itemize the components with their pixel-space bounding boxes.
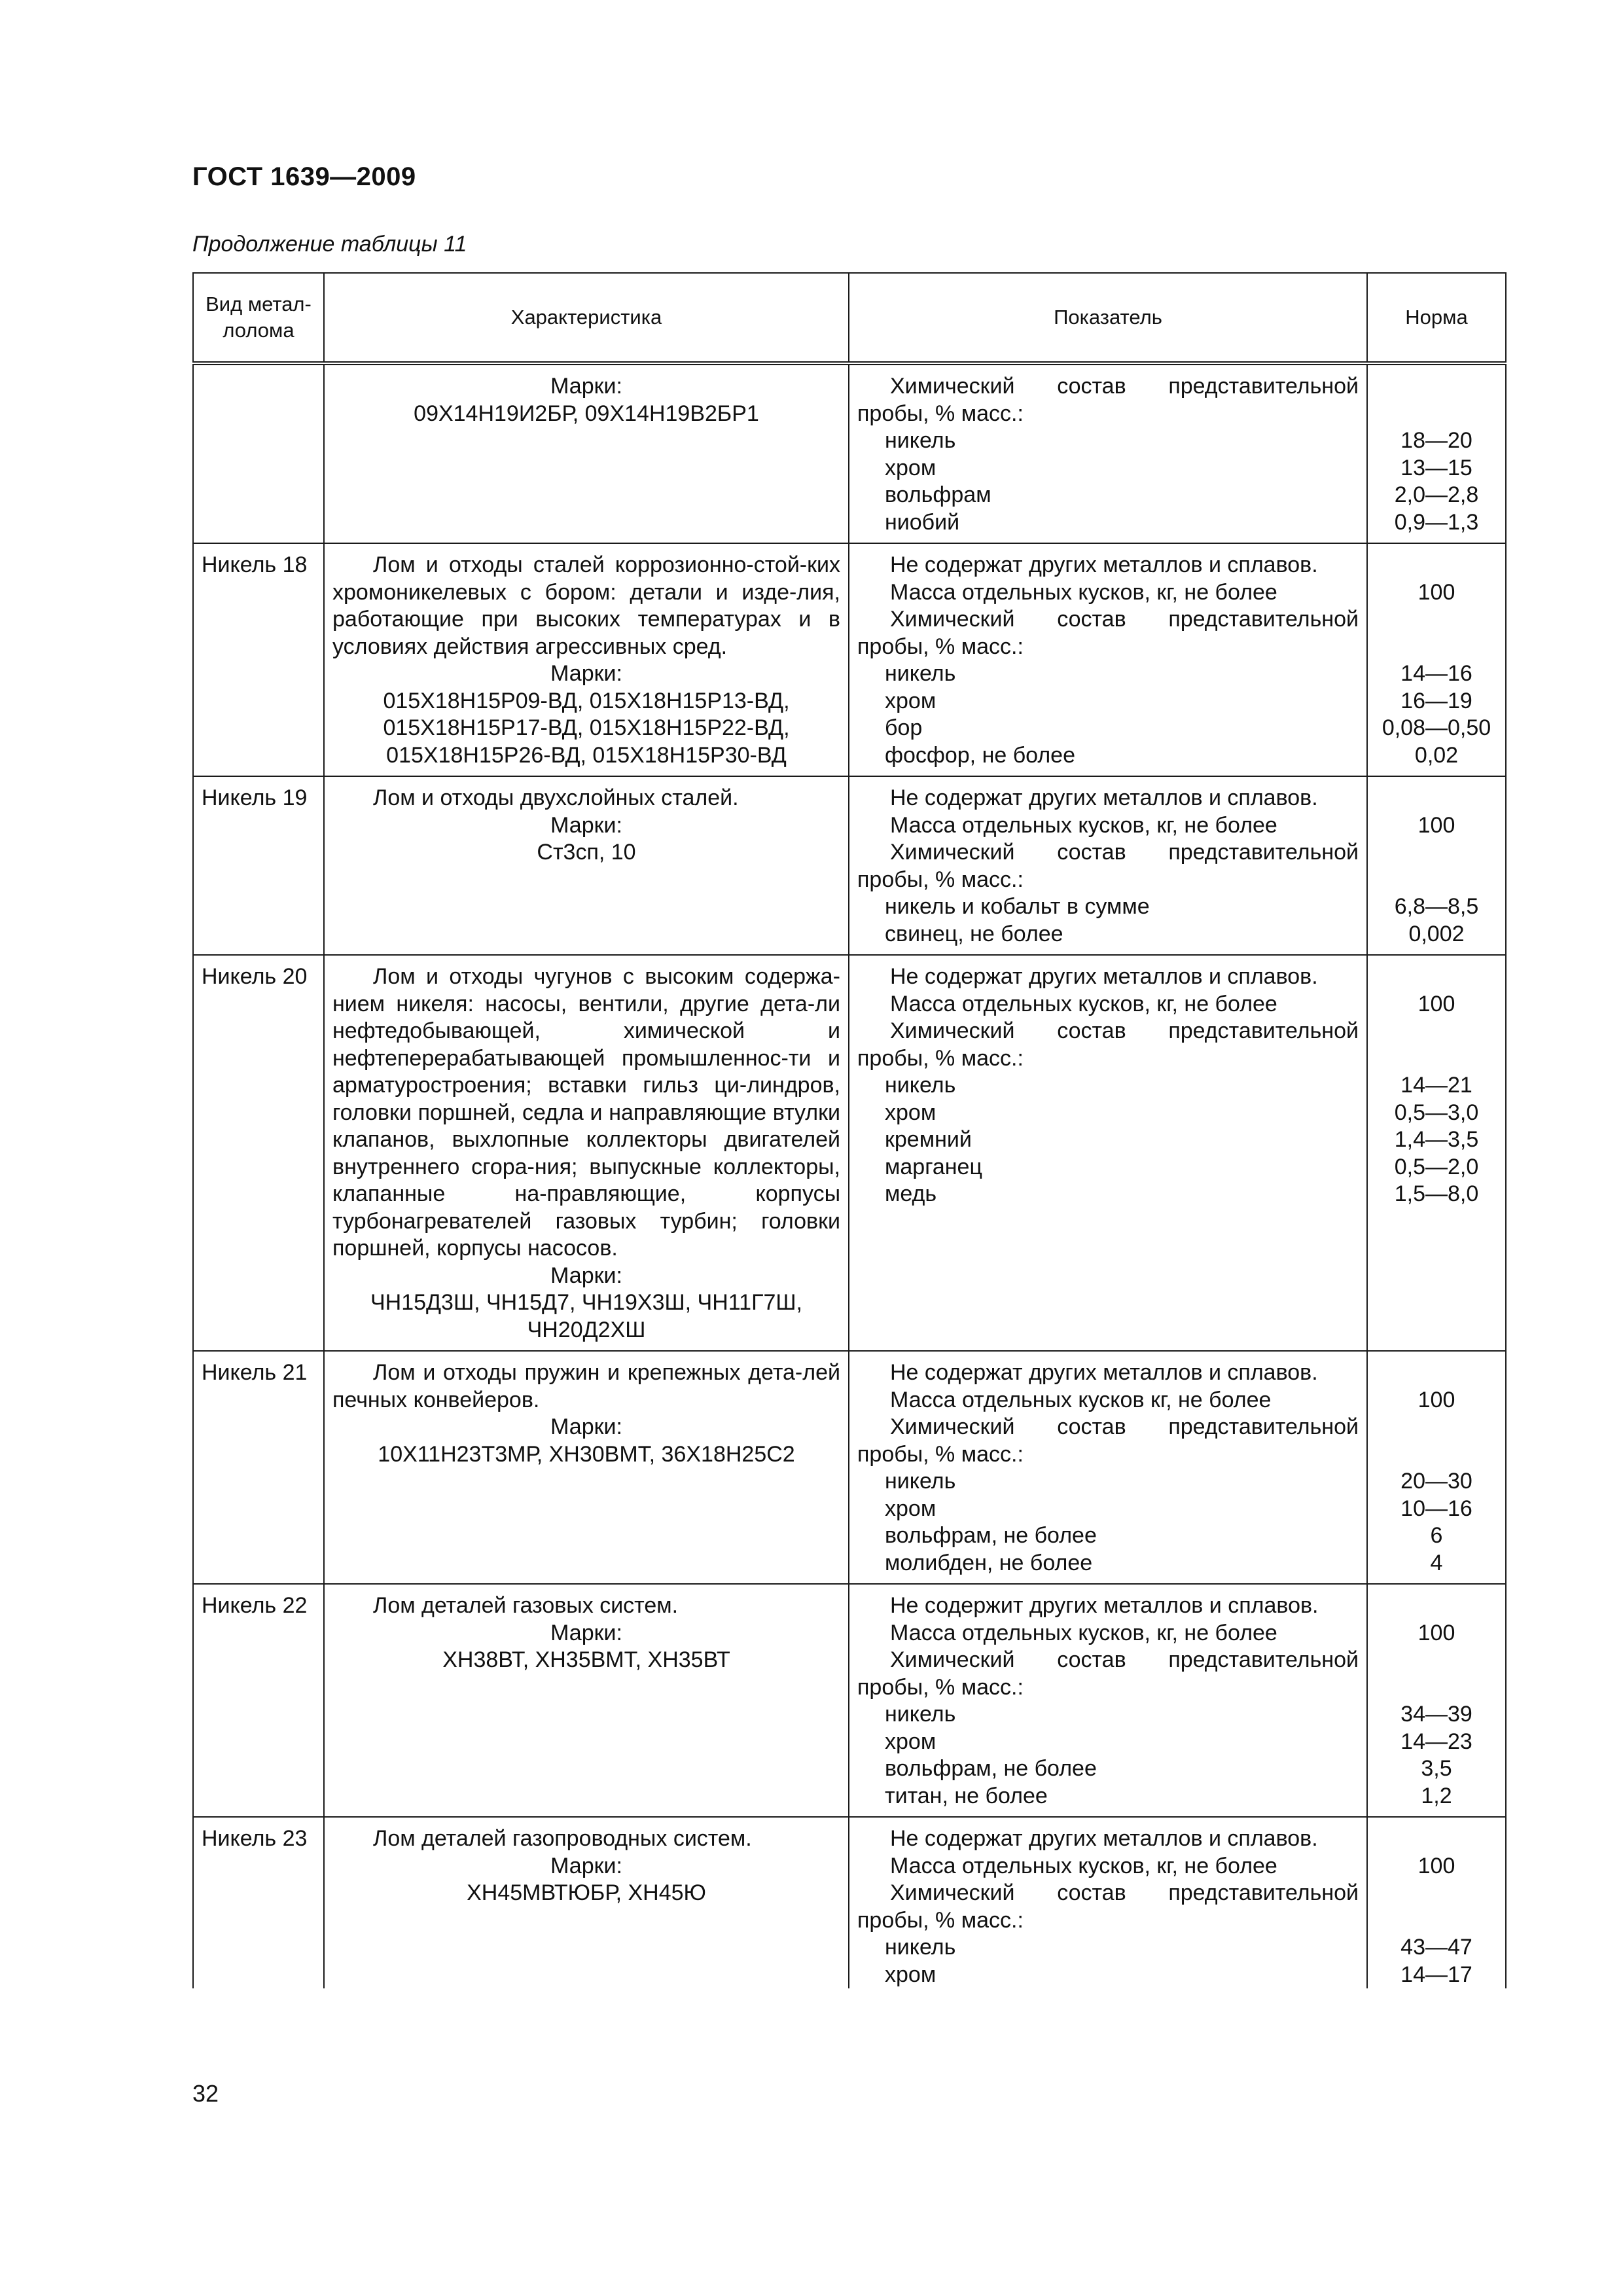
steel-grades: 10Х11Н23Т3МР, ХН30ВМТ, 36Х18Н25С2	[378, 1441, 795, 1467]
norm-value: 14—17	[1400, 1962, 1472, 1987]
cell-scrap-type: Никель 23	[193, 1817, 324, 1988]
indicator-line: никель	[885, 428, 956, 453]
indicator-line: Химический состав представительной	[890, 374, 1359, 399]
norm-value: 0,08—0,50	[1382, 715, 1491, 740]
norm-values	[1368, 1352, 1505, 1577]
indicator-line: пробы, % масс.:	[857, 401, 1024, 426]
cell-characteristic	[324, 1351, 849, 1584]
marks-label: Марки:	[550, 661, 622, 686]
cell-indicator	[849, 543, 1367, 776]
norm-value	[1368, 1674, 1505, 1702]
norm-value: 20—30	[1400, 1469, 1472, 1494]
norm-value	[1368, 606, 1505, 634]
norm-value: 10—16	[1400, 1496, 1472, 1521]
norm-value	[1368, 839, 1505, 867]
norm-value	[1368, 1880, 1505, 1907]
steel-grades: ХН38ВТ, ХН35ВМТ, ХН35ВТ	[442, 1647, 730, 1672]
cell-scrap-type: Никель 19	[193, 776, 324, 955]
marks-label: Марки:	[550, 1853, 622, 1878]
norm-value: 43—47	[1400, 1935, 1472, 1960]
norm-value: 6	[1430, 1523, 1443, 1548]
indicator-line: Химический состав представительной	[890, 1647, 1359, 1672]
marks-label: Марки:	[550, 1263, 622, 1288]
cell-norm	[1367, 1817, 1506, 1988]
norm-value	[1368, 1045, 1505, 1073]
document-title: ГОСТ 1639—2009	[192, 162, 416, 191]
indicator-line: пробы, % масс.:	[857, 1674, 1024, 1700]
table-row	[193, 1584, 1506, 1817]
indicator-line: пробы, % масс.:	[857, 867, 1024, 892]
marks-label: Марки:	[550, 1414, 622, 1439]
indicator-line: вольфрам, не более	[885, 1523, 1097, 1548]
norm-value	[1368, 1359, 1505, 1387]
indicator-line: бор	[885, 715, 923, 740]
norm-value	[1368, 1441, 1505, 1469]
steel-grades: 015Х18Н15Р17-ВД, 015Х18Н15Р22-ВД,	[383, 715, 790, 740]
table-row	[193, 955, 1506, 1351]
indicator-line: хром	[885, 455, 936, 480]
indicator-line: никель	[885, 1702, 956, 1727]
cell-norm	[1367, 1584, 1506, 1817]
characteristic-text: Лом и отходы сталей коррозионно-стой-ких хромоникелевых с бором: детали и изде-лия, работающие при высоких температурах и в условиях действия агрессивных сред.	[332, 552, 840, 659]
norm-value: 6,8—8,5	[1394, 894, 1479, 919]
norm-value: 100	[1418, 1853, 1455, 1878]
norm-value: 100	[1418, 579, 1455, 605]
indicator-line: Химический состав представительной	[890, 1414, 1359, 1439]
indicator-line: титан, не более	[885, 1783, 1048, 1808]
norm-values	[1368, 777, 1505, 948]
table-header-row	[193, 273, 1506, 363]
table-row	[193, 1351, 1506, 1584]
indicator-line: фосфор, не более	[885, 742, 1075, 768]
metal-scrap-table	[192, 272, 1507, 1988]
marks-label: Марки:	[550, 1620, 622, 1645]
indicator-line: Химический состав представительной	[890, 1880, 1359, 1905]
page-number: 32	[192, 2080, 219, 2107]
table-row	[193, 1817, 1506, 1988]
indicator-line: никель и кобальт в сумме	[885, 894, 1150, 919]
norm-value: 13—15	[1400, 455, 1472, 480]
norm-value: 34—39	[1400, 1702, 1472, 1727]
norm-value: 0,002	[1408, 921, 1465, 946]
indicator-line: пробы, % масс.:	[857, 634, 1024, 659]
characteristic-text: Лом и отходы чугунов с высоким содержа-нием никеля: насосы, вентили, другие дета-ли нефтедобывающей, химической и нефтеперерабатывающей промышленнос-ти и арматуростроения; вставки гильз ци-линдров, головки поршней, седла и направляющие втулки клапанов, выхлопные коллекторы двигателей внутреннего сгора-ния; выпускные коллекторы, клапанные на-правляющие, корпусы турбонагревателей газовых турбин; головки поршней, корпусы насосов.	[332, 964, 840, 1261]
indicator-line: хром	[885, 1496, 936, 1521]
table-body	[193, 363, 1506, 1988]
marks-label: Марки:	[550, 374, 622, 399]
indicator-line: Не содержат других металлов и сплавов.	[890, 552, 1318, 577]
cell-indicator	[849, 1351, 1367, 1584]
cell-characteristic	[324, 543, 849, 776]
cell-indicator	[849, 1584, 1367, 1817]
indicator-line: хром	[885, 1729, 936, 1754]
norm-value: 1,4—3,5	[1394, 1127, 1479, 1152]
indicator-line: Не содержат других металлов и сплавов.	[890, 785, 1318, 810]
norm-value: 14—21	[1400, 1073, 1472, 1098]
norm-value: 2,0—2,8	[1394, 482, 1479, 507]
norm-value: 100	[1418, 1387, 1455, 1412]
norm-value	[1368, 552, 1505, 579]
column-header-type-text: Вид метал- лолома	[205, 293, 312, 342]
indicator-line: свинец, не более	[885, 921, 1063, 946]
indicator-line: Масса отдельных кусков кг, не более	[890, 1387, 1272, 1412]
indicator-line: медь	[885, 1181, 937, 1206]
indicator-line: никель	[885, 661, 956, 686]
norm-value	[1368, 373, 1505, 401]
norm-values	[1368, 1585, 1505, 1810]
norm-value	[1368, 634, 1505, 661]
characteristic-text: Лом и отходы двухслойных сталей.	[373, 785, 739, 810]
characteristic-text: Лом деталей газопроводных систем.	[373, 1826, 752, 1851]
column-header-type	[193, 273, 324, 363]
norm-value: 0,02	[1414, 742, 1459, 768]
cell-characteristic	[324, 363, 849, 543]
cell-scrap-type: Никель 21	[193, 1351, 324, 1584]
characteristic-text: Лом и отходы пружин и крепежных дета-лей печных конвейеров.	[332, 1360, 840, 1412]
indicator-line: Масса отдельных кусков, кг, не более	[890, 1620, 1277, 1645]
column-header-characteristic: Характеристика	[324, 273, 849, 363]
indicator-line: Не содержат других металлов и сплавов.	[890, 964, 1318, 989]
indicator-line: никель	[885, 1935, 956, 1960]
cell-scrap-type: Никель 18	[193, 543, 324, 776]
norm-value	[1368, 963, 1505, 991]
indicator-line: Химический состав представительной	[890, 1018, 1359, 1043]
norm-value	[1368, 1825, 1505, 1853]
steel-grades: ХН45МВТЮБР, ХН45Ю	[467, 1880, 706, 1905]
indicator-line: Не содержит других металлов и сплавов.	[890, 1593, 1319, 1618]
norm-value: 16—19	[1400, 688, 1472, 713]
cell-indicator	[849, 955, 1367, 1351]
column-header-norm: Норма	[1367, 273, 1506, 363]
norm-value: 100	[1418, 991, 1455, 1016]
cell-indicator	[849, 363, 1367, 543]
cell-indicator	[849, 776, 1367, 955]
column-header-indicator: Показатель	[849, 273, 1367, 363]
indicator-line: вольфрам, не более	[885, 1756, 1097, 1781]
norm-value	[1368, 785, 1505, 812]
indicator-line: молибден, не более	[885, 1550, 1093, 1575]
table-row	[193, 543, 1506, 776]
characteristic-text: Лом деталей газовых систем.	[373, 1593, 679, 1618]
norm-values	[1368, 365, 1505, 536]
cell-norm	[1367, 543, 1506, 776]
indicator-line: пробы, % масс.:	[857, 1045, 1024, 1071]
norm-value	[1368, 401, 1505, 428]
cell-norm	[1367, 955, 1506, 1351]
indicator-line: Масса отдельных кусков, кг, не более	[890, 991, 1277, 1016]
cell-scrap-type	[193, 363, 324, 543]
indicator-line: Не содержат других металлов и сплавов.	[890, 1826, 1318, 1851]
norm-values	[1368, 1818, 1505, 1988]
steel-grades: 015Х18Н15Р09-ВД, 015Х18Н15Р13-ВД,	[383, 688, 790, 713]
cell-scrap-type: Никель 22	[193, 1584, 324, 1817]
table-row	[193, 363, 1506, 543]
cell-norm	[1367, 363, 1506, 543]
cell-characteristic	[324, 1584, 849, 1817]
norm-value: 0,5—3,0	[1394, 1100, 1479, 1125]
indicator-line: хром	[885, 688, 936, 713]
indicator-line: Масса отдельных кусков, кг, не более	[890, 812, 1277, 838]
cell-norm	[1367, 1351, 1506, 1584]
indicator-line: Не содержат других металлов и сплавов.	[890, 1360, 1318, 1385]
indicator-line: никель	[885, 1469, 956, 1494]
indicator-line: Масса отдельных кусков, кг, не более	[890, 579, 1277, 605]
indicator-line: пробы, % масс.:	[857, 1907, 1024, 1933]
norm-value	[1368, 1018, 1505, 1045]
norm-value: 0,5—2,0	[1394, 1154, 1479, 1179]
norm-value	[1368, 1414, 1505, 1441]
table-caption: Продолжение таблицы 11	[192, 232, 467, 257]
table-row	[193, 776, 1506, 955]
cell-characteristic	[324, 776, 849, 955]
steel-grades: 015Х18Н15Р26-ВД, 015Х18Н15Р30-ВД	[386, 742, 787, 768]
cell-characteristic	[324, 1817, 849, 1988]
indicator-line: ниобий	[885, 509, 960, 535]
norm-value: 14—16	[1400, 661, 1472, 686]
norm-value	[1368, 1592, 1505, 1620]
indicator-line: Масса отдельных кусков, кг, не более	[890, 1853, 1277, 1878]
norm-value: 3,5	[1421, 1756, 1452, 1781]
norm-value	[1368, 1647, 1505, 1674]
norm-value: 1,2	[1421, 1783, 1452, 1808]
indicator-line: хром	[885, 1100, 936, 1125]
cell-characteristic	[324, 955, 849, 1351]
indicator-line: кремний	[885, 1127, 972, 1152]
indicator-line: марганец	[885, 1154, 982, 1179]
norm-value	[1368, 867, 1505, 894]
marks-label: Марки:	[550, 812, 622, 838]
steel-grades: ЧН15Д3Ш, ЧН15Д7, ЧН19Х3Ш, ЧН11Г7Ш,	[370, 1290, 802, 1315]
norm-value	[1368, 1907, 1505, 1935]
steel-grades: 09Х14Н19И2БР, 09Х14Н19В2БР1	[414, 401, 759, 426]
indicator-line: Химический состав представительной	[890, 607, 1359, 632]
indicator-line: никель	[885, 1073, 956, 1098]
steel-grades: Ст3сп, 10	[537, 840, 636, 865]
norm-values	[1368, 956, 1505, 1208]
norm-value: 0,9—1,3	[1394, 509, 1479, 535]
norm-value: 18—20	[1400, 428, 1472, 453]
cell-indicator	[849, 1817, 1367, 1988]
norm-value: 100	[1418, 1620, 1455, 1645]
cell-norm	[1367, 776, 1506, 955]
norm-value: 1,5—8,0	[1394, 1181, 1479, 1206]
norm-value: 4	[1430, 1550, 1443, 1575]
indicator-line: вольфрам	[885, 482, 991, 507]
norm-value: 100	[1418, 812, 1455, 838]
indicator-line: Химический состав представительной	[890, 840, 1359, 865]
steel-grades: ЧН20Д2ХШ	[527, 1317, 646, 1342]
cell-scrap-type: Никель 20	[193, 955, 324, 1351]
indicator-line: хром	[885, 1962, 936, 1987]
indicator-line: пробы, % масс.:	[857, 1441, 1024, 1467]
norm-value: 14—23	[1400, 1729, 1472, 1754]
norm-values	[1368, 544, 1505, 769]
